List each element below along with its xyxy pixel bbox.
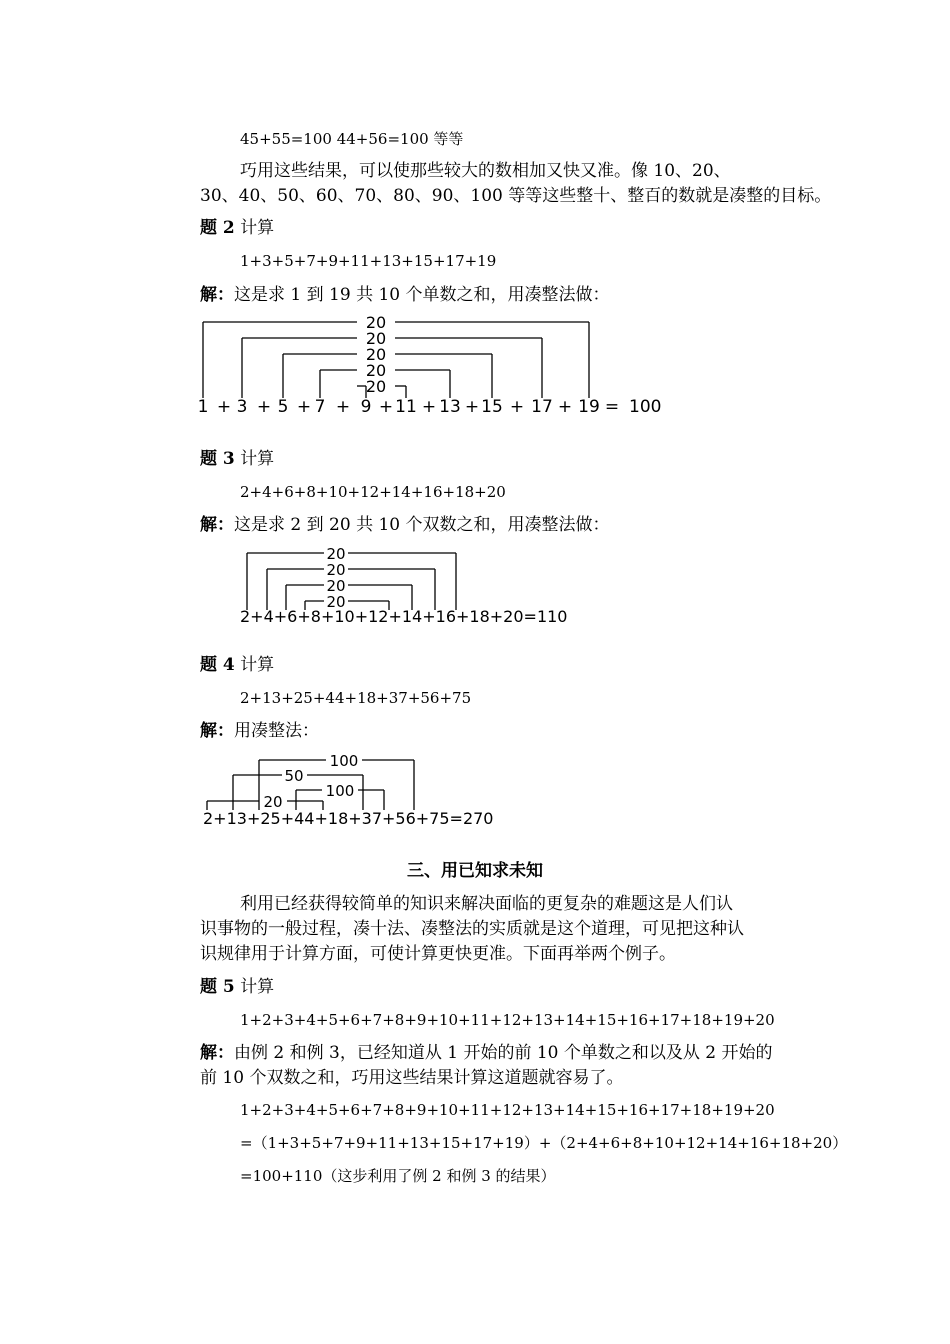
section-title: 三、用已知求未知: [407, 861, 543, 881]
q2-solution: [200, 285, 610, 305]
q5-solution: [200, 1043, 773, 1063]
group-sum-label: 100: [325, 782, 355, 800]
q2-heading: [200, 218, 274, 238]
term: 11: [395, 397, 417, 417]
q5-solution-label: 解：: [200, 1043, 234, 1063]
operator: +: [557, 397, 573, 417]
operator: +: [509, 397, 525, 417]
q4-solution-label: 解：: [200, 721, 234, 741]
q4-task: 计算: [240, 655, 275, 675]
pair-sum-label: 20: [365, 345, 387, 364]
pair-sum-label: 20: [326, 577, 346, 595]
q2-solution-text: 这是求 1 到 19 共 10 个单数之和，用凑整法做：: [234, 285, 610, 305]
operator: +: [296, 397, 312, 417]
q2-label: 题 2: [200, 218, 235, 238]
q4-solution-text: 用凑整法：: [234, 721, 319, 741]
q5-step2: =（1+3+5+7+9+11+13+15+17+19）+（2+4+6+8+10+12+14+16+18+20）: [240, 1134, 848, 1152]
operator: +: [378, 397, 394, 417]
q2-expression: 1+3+5+7+9+11+13+15+17+19: [240, 252, 497, 270]
pair-sum-label: 20: [326, 593, 346, 611]
pair-sum-label: 20: [326, 545, 346, 563]
pair-sum-label: 20: [365, 329, 387, 348]
pair-sum-label: 20: [365, 377, 387, 396]
q3-expression: 2+4+6+8+10+12+14+16+18+20: [240, 483, 506, 501]
operator: +: [421, 397, 437, 417]
q5-solution-line1: 由例 2 和例 3，已经知道从 1 开始的前 10 个单数之和以及从 2 开始的: [234, 1043, 773, 1063]
q4-label: 题 4: [200, 655, 235, 675]
intro-paragraph-line1: 巧用这些结果，可以使那些较大的数相加又快又准。像 10、20、: [240, 161, 731, 181]
q4-expression: 2+13+25+44+18+37+56+75: [240, 689, 472, 707]
q4-grouping-diagram: [195, 748, 495, 832]
term: 13: [439, 397, 461, 417]
section-paragraph-line2: 识事物的一般过程，凑十法、凑整法的实质就是这个道理，可见把这种认: [200, 919, 744, 939]
q2-pairing-diagram: [190, 312, 670, 422]
q3-solution-label: 解：: [200, 515, 234, 535]
operator: +: [335, 397, 351, 417]
q4-solution: [200, 721, 319, 741]
q3-label: 题 3: [200, 449, 235, 469]
q2-solution-label: 解：: [200, 285, 234, 305]
q3-solution: [200, 515, 610, 535]
q3-heading: [200, 449, 274, 469]
q5-expression: 1+2+3+4+5+6+7+8+9+10+11+12+13+14+15+16+17+18+19+20: [240, 1011, 775, 1029]
q5-heading: [200, 977, 274, 997]
term: 17: [531, 397, 553, 417]
section-paragraph-line3: 识规律用于计算方面，可使计算更快更准。下面再举两个例子。: [200, 944, 676, 964]
intro-formula: 45+55=100 44+56=100 等等: [240, 130, 464, 148]
q4-heading: [200, 655, 274, 675]
section-paragraph-line1: 利用已经获得较简单的知识来解决面临的更复杂的难题这是人们认: [240, 894, 733, 914]
operator: +: [256, 397, 272, 417]
q5-step3: =100+110（这步利用了例 2 和例 3 的结果）: [240, 1167, 556, 1185]
pair-sum-label: 20: [365, 361, 387, 380]
group-sum-label: 20: [263, 793, 283, 811]
q2-task: 计算: [240, 218, 275, 238]
term: 9: [360, 397, 372, 417]
pair-sum-label: 20: [326, 561, 346, 579]
sum-equation: 2+13+25+44+18+37+56+75=270: [203, 809, 494, 828]
intro-paragraph-line2: 30、40、50、60、70、80、90、100 等等这些整十、整百的数就是凑整的目标。: [200, 186, 832, 206]
q5-step1: 1+2+3+4+5+6+7+8+9+10+11+12+13+14+15+16+17+18+19+20: [240, 1101, 775, 1119]
sum-equation: 2+4+6+8+10+12+14+16+18+20=110: [240, 607, 568, 626]
q3-solution-text: 这是求 2 到 20 共 10 个双数之和，用凑整法做：: [234, 515, 610, 535]
q5-label: 题 5: [200, 977, 235, 997]
operator: +: [216, 397, 232, 417]
operator: =: [604, 397, 620, 417]
operator: +: [464, 397, 480, 417]
q3-task: 计算: [240, 449, 275, 469]
term: 7: [314, 397, 326, 417]
sum-result: 100: [629, 397, 662, 417]
q5-task: 计算: [240, 977, 275, 997]
term: 19: [578, 397, 600, 417]
term: 5: [277, 397, 289, 417]
pair-sum-label: 20: [365, 313, 387, 332]
term: 3: [236, 397, 248, 417]
term: 15: [481, 397, 503, 417]
group-sum-label: 50: [284, 767, 304, 785]
term: 1: [197, 397, 209, 417]
q5-solution-line2: 前 10 个双数之和，巧用这些结果计算这道题就容易了。: [200, 1068, 624, 1088]
group-sum-label: 100: [329, 752, 359, 770]
q3-pairing-diagram: [230, 540, 568, 632]
